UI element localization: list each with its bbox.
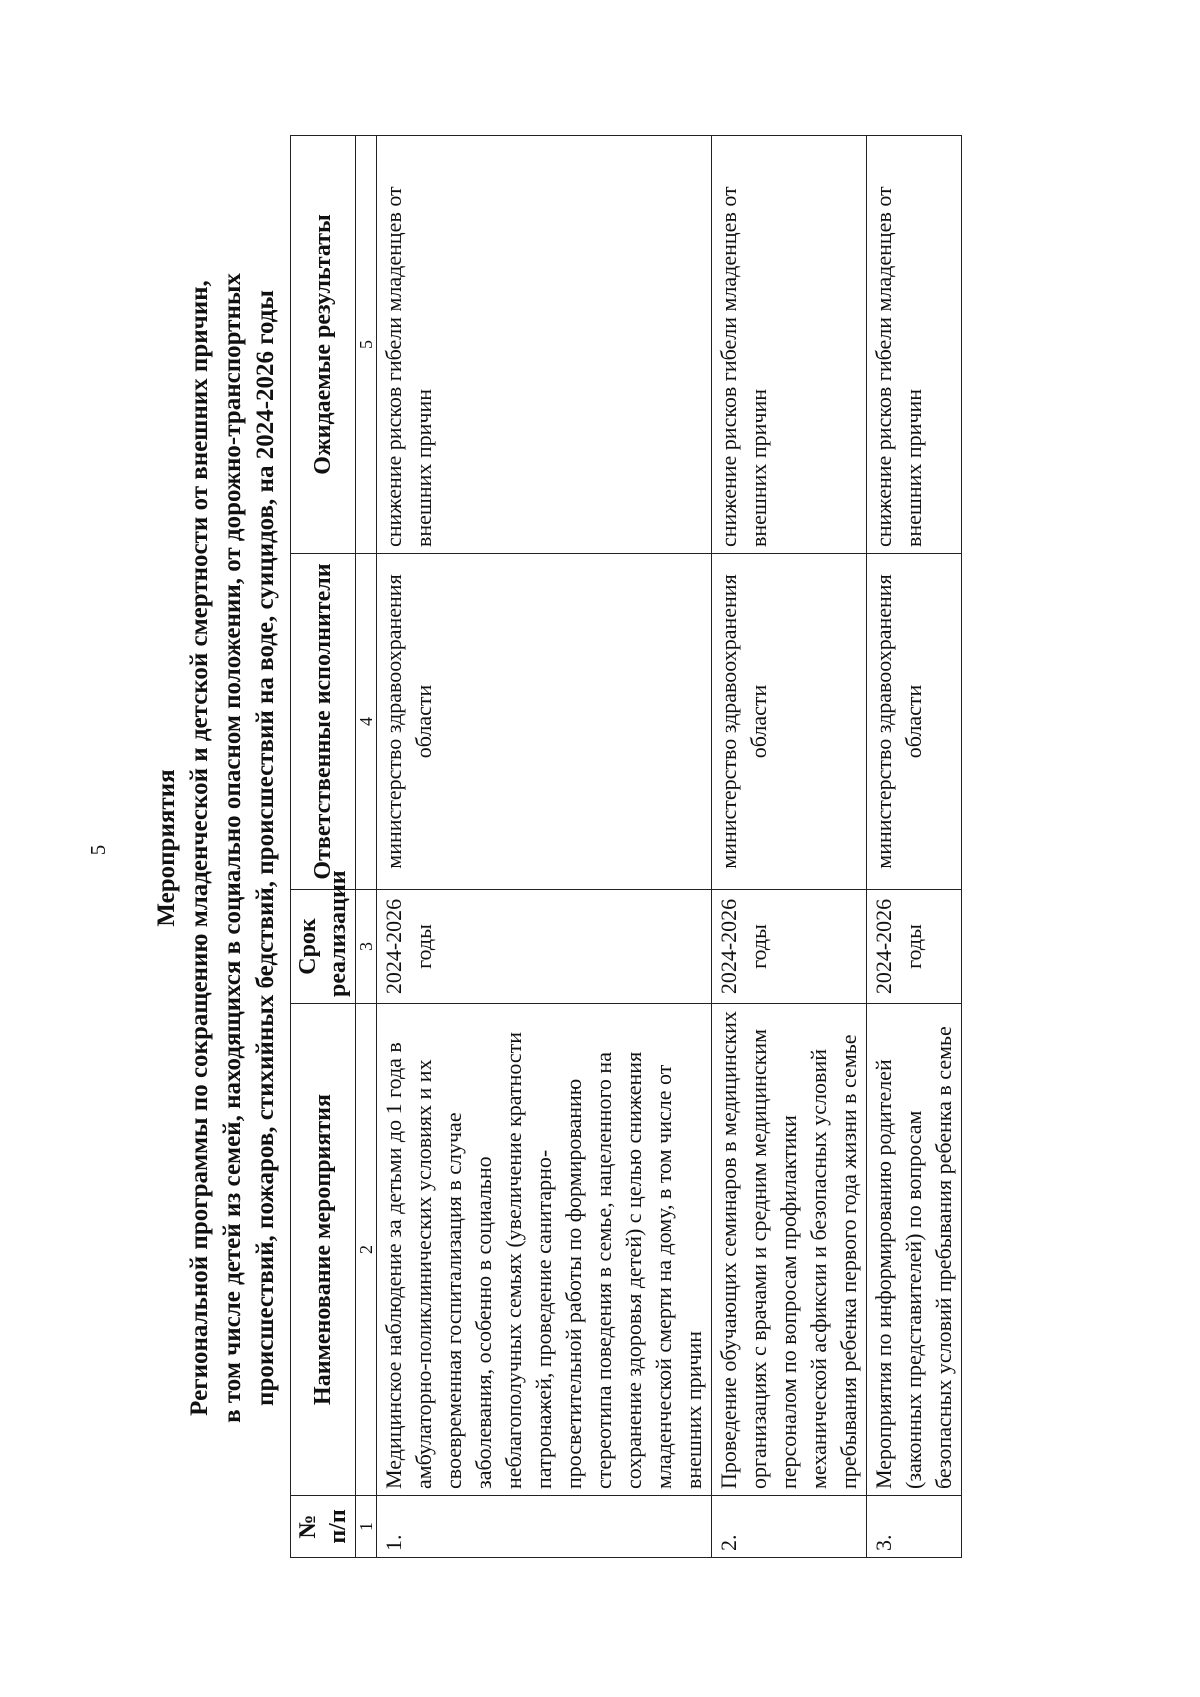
- row-result: снижение рисков гибели младенцев от внешних причин: [867, 136, 962, 554]
- title-line-3: происшествий, пожаров, стихийных бедствий, происшествий на воде, суицидов, на 2024-2026 годы: [252, 290, 279, 1406]
- row-result: снижение рисков гибели младенцев от внешних причин: [712, 136, 867, 554]
- column-number: 4: [356, 554, 377, 890]
- table-header-row: [291, 136, 356, 1558]
- row-responsible: министерство здравоохранения области: [867, 554, 962, 890]
- header-name: Наименование мероприятия: [291, 1004, 356, 1496]
- table-row: [712, 136, 867, 1558]
- row-term: 2024-2026 годы: [867, 890, 962, 1004]
- table-row: [867, 136, 962, 1558]
- row-number: 3.: [867, 1496, 962, 1558]
- column-number: 2: [356, 1004, 377, 1496]
- landscape-content: [150, 98, 1050, 1598]
- header-num: № п/п: [291, 1496, 356, 1558]
- title-line-2: в том числе детей из семей, находящихся в социально опасном положении, от дорожно-транспортных: [219, 273, 246, 1423]
- column-number: 5: [356, 136, 377, 554]
- row-result: снижение рисков гибели младенцев от внешних причин: [377, 136, 712, 554]
- row-responsible: министерство здравоохранения области: [712, 554, 867, 890]
- row-number: 2.: [712, 1496, 867, 1558]
- row-number: 1.: [377, 1496, 712, 1558]
- measures-table: [290, 135, 962, 1558]
- row-responsible: министерство здравоохранения области: [377, 554, 712, 890]
- column-number: 3: [356, 890, 377, 1004]
- title-main: Мероприятия: [153, 769, 180, 927]
- row-name: Мероприятия по информированию родителей (законных представителей) по вопросам безопасных условий пребывания ребенка в семье: [867, 1004, 962, 1496]
- header-responsible: Ответственные исполнители: [291, 554, 356, 890]
- page-number: 5: [86, 844, 110, 856]
- table-row: [377, 136, 712, 1558]
- column-number-row: [356, 136, 377, 1558]
- document-title: [150, 98, 282, 1598]
- row-term: 2024-2026 годы: [712, 890, 867, 1004]
- header-result: Ожидаемые результаты: [291, 136, 356, 554]
- row-name: Проведение обучающих семинаров в медицинских организациях с врачами и средним медицинским персоналом по вопросам профилактики механической асфиксии и безопасных условий пребывания ребенка первого года жизни в семье: [712, 1004, 867, 1496]
- row-term: 2024-2026 годы: [377, 890, 712, 1004]
- column-number: 1: [356, 1496, 377, 1558]
- title-line-1: Региональной программы по сокращению младенческой и детской смертности от внешних причин,: [186, 280, 213, 1416]
- header-term: Срок реализации: [291, 890, 356, 1004]
- row-name: Медицинское наблюдение за детьми до 1 года в амбулаторно-поликлинических условиях и их своевременная госпитализация в случае заболевания, особенно в социально неблагополучных семьях (увеличение кратности патронажей, проведение санитарно-просветительной работы по формированию стереотипа поведения в семье, нацеленного на сохранение здоровья детей) с целью снижения младенческой смерти на дому, в том числе от внешних причин: [377, 1004, 712, 1496]
